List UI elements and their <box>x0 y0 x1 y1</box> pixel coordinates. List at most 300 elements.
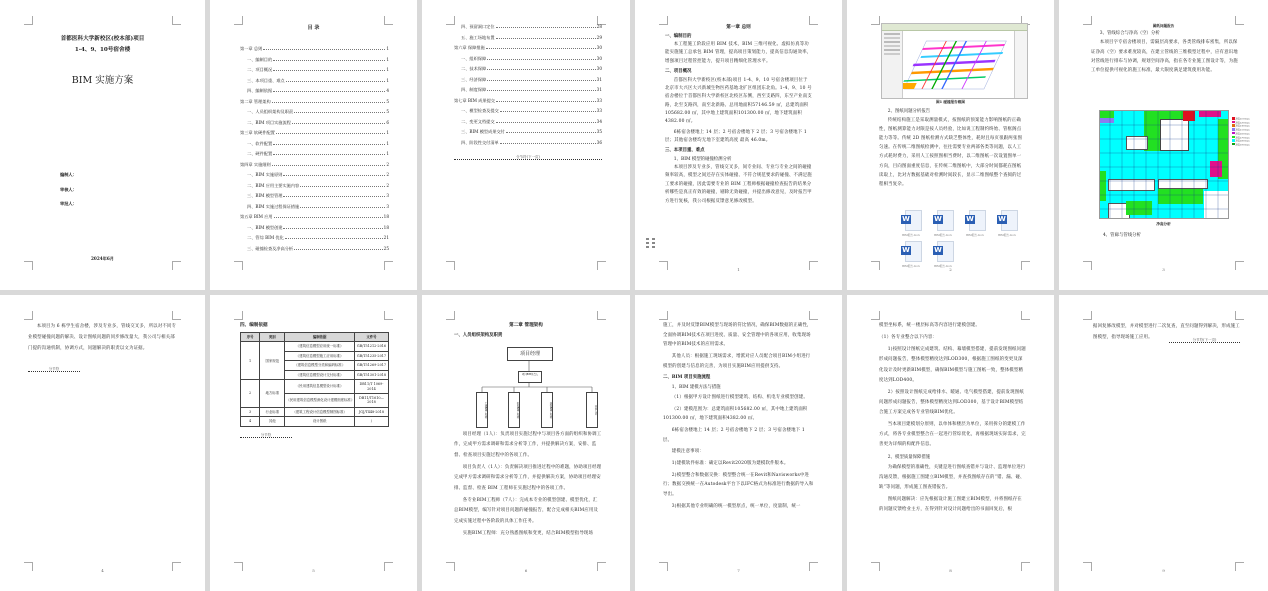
margin-mark <box>172 261 181 270</box>
org-node-leaf: 装饰BIM工程师 <box>541 392 553 428</box>
margin-mark <box>1235 311 1244 320</box>
toc-leader-dots <box>272 102 386 103</box>
toc-leader-dots <box>273 154 385 155</box>
toc-leader-dots <box>273 70 385 71</box>
margin-mark <box>597 311 606 320</box>
toc-entry-label: 二、项目概况 <box>247 67 273 72</box>
toc-leader-dots <box>496 27 596 28</box>
cover-date: 2024年6月 <box>91 256 114 261</box>
toc-leader-dots <box>300 207 385 208</box>
margin-mark <box>1083 311 1092 320</box>
toc-entry-page: 28 <box>596 24 602 29</box>
toc-leader-dots <box>300 186 385 187</box>
attachment-name: BIM报告.docx <box>998 234 1016 237</box>
toc-entry-label: 二、技术保障 <box>461 66 487 71</box>
toc-entry[interactable] <box>240 149 389 160</box>
legend-label: 净高2700mm <box>1235 136 1250 140</box>
chapter-heading: 第一章 总则 <box>726 25 751 30</box>
toc-entry-label: 二、硬件配置 <box>247 151 273 156</box>
legend-swatch <box>1232 121 1235 124</box>
page-8-norms-table[interactable] <box>210 295 417 591</box>
toc-entry[interactable] <box>240 97 389 108</box>
toc-entry-label: 一、组织保障 <box>461 55 487 61</box>
margin-mark <box>234 311 243 320</box>
margin-mark <box>446 261 455 270</box>
legend-label: 净高2200mm <box>1235 121 1250 125</box>
toc-entry[interactable] <box>240 160 389 171</box>
list-item: （2）建模范围为：总建筑面积105682.00 ㎡，其中地上建筑面积101300.00 ㎡，地下建筑面积4382.00 ㎡。 <box>663 406 808 422</box>
toc-entry-label: 四、编制依据 <box>247 88 273 93</box>
cell-no: 3 <box>241 407 260 416</box>
toc-entry-label: 四、制度保障 <box>461 87 487 92</box>
legend-swatch <box>1232 139 1235 142</box>
cell-code: GB/T51269-2017 <box>354 361 388 370</box>
legend-label: 净高2400mm <box>1235 124 1250 128</box>
toc-entry-page: 18 <box>383 214 389 219</box>
page-number: 8 <box>949 568 952 573</box>
org-node-project-manager: 项目经理 <box>507 347 553 361</box>
paragraph: 施工，并及时反馈BIM模型与现场的符比情况，确保BIM数据的正确性，全面协调BIM技术在项目进度、质量、安全管理中的各项应用，收集现场管理中的BIM技术的应用需求。 <box>663 323 812 348</box>
paragraph: 本工程施工阶段应用 BIM 技术，BIM 三维可视化、虚拟仿真等功能实施施工总承包 BIM 管理，提高项目策划能力，提高信息沟通效率，增强项目过程管控能力，提升项目精细化管理水平。 <box>665 42 812 64</box>
attachment-word-file[interactable] <box>995 210 1019 237</box>
legend-label: 净高2100mm <box>1235 117 1250 121</box>
page-11-model-quality[interactable] <box>847 295 1054 591</box>
margin-mark <box>446 311 455 320</box>
toc-entry-page: 5 <box>386 109 389 114</box>
page-2-toc[interactable] <box>210 0 417 290</box>
attachment-word-file[interactable] <box>931 241 955 268</box>
table-row <box>241 342 389 351</box>
section-heading: 二、BIM 项目实施流程 <box>663 375 711 381</box>
subsection-heading: 2、模型质量保障措施 <box>887 454 931 460</box>
legend-label: 净高2800mm <box>1235 139 1250 143</box>
cell-category: 地方标准 <box>260 380 285 408</box>
toc-entry-page: 5 <box>386 98 389 104</box>
cover-signer-editor: 编制人： <box>60 172 77 177</box>
cover-signer-reviewer: 审核人： <box>60 186 77 192</box>
toc-entry-page: 4 <box>386 88 389 93</box>
paragraph: 当本项目建模划分原则，以单体和楼层为单位，采用拆分的建模工作方式，将各专业模型整合在一起进行管综优化，再根据现场实际需求，完善更为详细的构配件信息。 <box>879 422 1026 448</box>
toc-leader-dots <box>294 112 385 113</box>
toc-entry[interactable] <box>454 96 602 107</box>
margin-mark <box>384 311 393 320</box>
figure-caption: 图纸问题报告 <box>1152 24 1175 28</box>
toc-entry-page: 3 <box>386 203 389 209</box>
cell-code: DB11/T1610—2018 <box>354 393 388 407</box>
table-row <box>241 380 389 394</box>
org-node-leaf: 机电BIM工程师 <box>508 392 520 428</box>
toc-leader-dots <box>292 123 385 124</box>
toc-leader-dots <box>263 49 385 50</box>
paragraph: 各专业BIM工程师（7人）：完成本专业的模型创建、模型优化，汇总BIM模型，编写针对项目问题的碰撞报告，配合完成相关BIM应用及完成实施过程中各阶段的具体工作任务。 <box>454 498 599 524</box>
section-heading: 四、编制依据 <box>240 323 268 328</box>
subsection-heading: 4、管廊与管线分析 <box>1103 233 1141 238</box>
org-chart <box>462 347 602 427</box>
word-document-icon: W <box>901 241 921 261</box>
drag-handle-icon[interactable] <box>646 238 655 249</box>
subsection-heading: 1、BIM 模型的碰撞检测分析 <box>673 156 732 162</box>
toc-entry-label: 第七章 BIM 成果提交 <box>454 97 495 103</box>
toc-entry[interactable] <box>240 86 389 97</box>
toc-entry[interactable] <box>240 76 389 87</box>
norms-table <box>240 332 389 427</box>
toc-entry-label: 三、经济保障 <box>461 76 487 82</box>
toc-entry-page: 1 <box>386 140 389 146</box>
toc-entry-page: 21 <box>383 235 389 240</box>
toc-leader-dots <box>273 144 385 145</box>
toc-leader-dots <box>487 80 596 81</box>
attachment-name: BIM报告.docx <box>934 265 952 268</box>
cell-code: DB11/T 1069-2014 <box>354 380 388 394</box>
cell-code: GB/T51235-2017 <box>354 351 388 360</box>
subsection-heading: 3、管线综合与净高（空）分析 <box>1099 31 1160 36</box>
toc-entry-label: 三、碰撞检查及净高分析 <box>247 245 294 251</box>
page-1-cover[interactable] <box>0 0 205 290</box>
cell-basis: 《建筑信息模型设计交付标准》 <box>285 370 355 379</box>
pipe-model-3d-view <box>903 31 1015 97</box>
toc-entry[interactable] <box>454 43 602 54</box>
legend-label: 净高3000mm <box>1235 143 1250 147</box>
toc-entry[interactable] <box>240 212 389 223</box>
toc-entry-page: 34 <box>596 118 602 124</box>
toc-leader-dots <box>487 69 596 70</box>
page-number: 9 <box>1162 568 1165 573</box>
toc-entry-page: 1 <box>386 151 389 156</box>
section-break-marker: 分节符(下一页) <box>454 155 602 160</box>
cell-code: GB/T51301-2018 <box>354 370 388 379</box>
cell-category: 其他 <box>260 417 285 426</box>
cell-basis: 《民用建筑信息模型深化设计建模细度标准》 <box>285 393 355 407</box>
paragraph: 模型坐标系，统一楼层标高等内容进行建模创建。 <box>879 323 980 328</box>
page-3-toc-continued[interactable] <box>422 0 630 290</box>
toc-entry[interactable] <box>240 44 389 55</box>
page-number: 7 <box>737 568 740 573</box>
section-heading: 三、本项目重、难点 <box>665 148 705 154</box>
toc-entry-page: 31 <box>596 87 602 92</box>
org-node-bim-lead: 项目BIM负责人 <box>518 371 542 383</box>
toc-entry[interactable] <box>240 128 389 139</box>
attachment-name: BIM报告.docx <box>966 234 984 237</box>
list-item: （1）根据甲方设计图纸进行模型建筑、结构、机电专业模型创建。 <box>671 394 808 400</box>
margin-mark <box>172 16 181 25</box>
paragraph: 项目负责人（1人）：负责解决项目推进过程中的难题，协助项目经理完成甲方需求调研和需求分析等工作，并提供解决方案，协助项目经理安排、监督、检查 BIM 工程师在实施过程中的各项工作。 <box>454 465 602 491</box>
toc-entry[interactable] <box>454 64 602 75</box>
toc-entry-label: 第四章 实施细则 <box>240 161 271 167</box>
attachment-word-file[interactable] <box>899 241 923 268</box>
cell-basis: 《建筑信息模型施工应用标准》 <box>285 351 355 360</box>
paragraph: 据回复修改模型，并对模型进行二次复查，直至问题得到解决，形成施工图模型，指导现场施工应用。 <box>1093 324 1240 341</box>
toc-entry-label: 四、阶段性交付清单 <box>461 139 499 145</box>
page-7-problems-text[interactable] <box>0 295 205 591</box>
word-document-icon: W <box>997 210 1017 230</box>
toc-entry-label: 四、预留洞口定位 <box>461 24 495 29</box>
subsection-heading: 2、图纸问题分析报告 <box>887 109 931 114</box>
toc-leader-dots <box>500 111 596 112</box>
toc-entry[interactable] <box>240 223 389 234</box>
page-number: 5 <box>312 568 315 573</box>
toc-entry-label: 第三章 软硬件配置 <box>240 130 275 135</box>
margin-mark <box>384 261 393 270</box>
toc-entry-label: 二、BIM 项目实施流程 <box>247 119 291 125</box>
paragraph: 项目经理（1人）：负责项目实施过程中与项目各方面的组织和协调工作，完成甲方需求调研和需求分析等工作，并提供解决方案，安排、监督、检查项目实施过程中的各项工作。 <box>454 432 602 458</box>
toc-entry-page: 30 <box>596 66 602 71</box>
toc-entry-label: 第二章 管理架构 <box>240 98 271 104</box>
legend-swatch <box>1232 128 1235 131</box>
toc-entry-page: 1 <box>386 77 389 83</box>
cell-no: 2 <box>241 380 260 408</box>
toc-entry-page: 18 <box>383 224 389 230</box>
toc-entry-page: 36 <box>596 139 602 145</box>
toc-entry-page: 35 <box>596 129 602 134</box>
table-header: 类别 <box>260 333 285 342</box>
cell-category: 行业标准 <box>260 407 285 416</box>
toc-leader-dots <box>500 143 596 144</box>
section-break-marker: 分节符 <box>240 433 292 438</box>
table-header: 文件号 <box>354 333 388 342</box>
paragraph: 本项目涉及专业多，管线交叉多，间专业间、专业与专业之间的碰撞频率较高，模型之间还存在实体碰撞、不符合规范要求的碰撞、不满足施工要求的碰撞，因此需要专业的 BIM 工程师根据碰撞检查报告的结果分析哪些是真正有效的碰撞，剔除无效碰撞，并提出修改意见，及时报告甲方进行复核，我公司根据反馈意见修改模型。 <box>665 165 812 204</box>
paragraph: 传统结构施工是采取测量模式，按图纸的预案能力影响图纸的正确性，图纸测算能力对限是按人员经验，比如说工程制约终始、管框阁点能力等等。传统 2D 图纸检测方式缺乏整体性，耗时且每页很跟两张图匀速。在传统二维图纸检测中，往往需要专业两部各类等问题，以人工方式耗时费力，采用人工按照图相当费时，以二维图纸一次设置图单一方向，目向图面重度信息，在传统二维图纸中，大部分时间都耗在图纸读取上，比对方数据基础对检测时间较长，显示二维图纸整个查阅的过程相当复杂。 <box>879 118 1023 187</box>
toc-entry-page: 29 <box>596 34 602 40</box>
attachment-name: BIM报告.docx <box>902 234 920 237</box>
section-heading: 一、人员组织架构及职责 <box>454 333 503 338</box>
table-row <box>241 417 389 426</box>
legend-swatch <box>1232 124 1235 127</box>
toc-entry-page: 33 <box>596 108 602 113</box>
toc-leader-dots <box>286 81 386 82</box>
toc-entry-label: 五、施工场地布置 <box>461 34 495 40</box>
cell-basis: 设计图纸 <box>285 417 355 426</box>
toc-leader-dots <box>273 60 385 61</box>
toc-leader-dots <box>276 133 385 134</box>
page-number: 4 <box>101 568 104 573</box>
legend-swatch <box>1232 136 1235 139</box>
toc-entry[interactable] <box>454 54 602 65</box>
toc-entry-label: 三、BIM 模型管理 <box>247 193 283 198</box>
clearance-floor-plan <box>1099 110 1229 219</box>
section-heading: 一、编制目的 <box>665 33 692 39</box>
page-12-end[interactable] <box>1059 295 1268 591</box>
page-6-clearance-analysis[interactable] <box>1059 0 1268 290</box>
toc-entry-page: 25 <box>383 245 389 251</box>
toc-entry-page: 1 <box>386 46 389 51</box>
toc-entry-page: 2 <box>386 182 389 188</box>
margin-mark <box>871 311 880 320</box>
toc-entry-label: 一、BIM 模型创建 <box>247 224 283 230</box>
note-item: 3)根据其他专业明确的统一模型原点，统一单位，度量制，统一 <box>671 503 801 509</box>
toc-list <box>454 22 602 148</box>
toc-entry-page: 30 <box>596 45 602 50</box>
toc-title: 目 录 <box>307 25 320 31</box>
margin-mark <box>597 261 606 270</box>
org-node-leaf: 其他人员 <box>586 392 598 428</box>
toc-entry-label: 一、人员组织架构及职责 <box>247 109 294 114</box>
figure-caption: 图1 碰撞报告截图 <box>936 100 965 104</box>
toc-entry-label: 二、变更文档提交 <box>461 118 495 124</box>
cell-basis: 《建筑信息模型分类和编码标准》 <box>285 361 355 370</box>
margin-mark <box>871 16 880 25</box>
toc-entry-page: 2 <box>386 172 389 177</box>
toc-leader-dots <box>486 48 596 49</box>
page-5-collision-report[interactable] <box>847 0 1054 290</box>
attachment-word-file[interactable] <box>931 210 955 237</box>
paragraph: 2）按照设计图纸完成给排水、暖通、电气模型搭建，提前发现图纸问题形成问题报告，整体模型精度达到LOD300，基于设计BIM模型结合施工方案完成各专业管线BIM优化。 <box>879 389 1024 415</box>
paragraph: 为确保模型的准确性，关键是进行图纸查错并与设计、监理单位进行沟通反馈，根据施工图建立BIM模型，并查找图纸存在的“错、漏、碰、缺”等问题，形成施工图查错报告。 <box>879 464 1026 490</box>
margin-mark <box>234 261 243 270</box>
toc-entry-label: 一、软件配置 <box>247 140 273 146</box>
list-item: （1）各专业整合以下内容： <box>879 335 938 341</box>
section-break-marker: 分节符 <box>28 367 80 372</box>
cell-basis: 《建筑工程设计信息模型制图标准》 <box>285 407 355 416</box>
toc-leader-dots <box>272 165 386 166</box>
toc-leader-dots <box>274 217 383 218</box>
paragraph: 图纸问题解决：应先根据设计施工图建立BIM模型，并将图纸存在的问题反馈给业主方，在得到针对设计问题给出的书面回复后，根 <box>879 497 1022 513</box>
toc-entry[interactable] <box>240 181 389 192</box>
page-number: 3 <box>1162 267 1165 272</box>
toc-entry-label: 三、本项目重、难点 <box>247 77 285 83</box>
cover-org-line2: 1-4、9、10号宿舍楼 <box>74 47 131 53</box>
word-document-icon: W <box>901 210 921 230</box>
toc-entry-page: 30 <box>596 55 602 61</box>
page-number: 1 <box>737 267 740 272</box>
toc-entry-label: 二、管综 BIM 优化 <box>247 235 284 240</box>
org-node-leaf: 土建BIM工程师 <box>476 392 488 428</box>
toc-entry[interactable] <box>454 106 602 117</box>
cell-code: JGJ/T448-2018 <box>354 407 388 416</box>
cover-title: BIM 实施方案 <box>71 75 134 86</box>
toc-leader-dots <box>285 238 383 239</box>
margin-mark <box>659 311 668 320</box>
toc-entry[interactable] <box>454 75 602 86</box>
margin-mark <box>24 311 33 320</box>
paragraph: 实施BIM工程师：充分熟悉图纸和变更，结合BIM模型指导现场 <box>462 531 594 537</box>
margin-mark <box>24 261 33 270</box>
toc-entry[interactable] <box>240 244 389 255</box>
toc-leader-dots <box>283 196 385 197</box>
toc-entry[interactable] <box>454 127 602 138</box>
toc-entry[interactable] <box>454 117 602 128</box>
toc-entry-page: 2 <box>386 161 389 167</box>
toc-leader-dots <box>487 90 596 91</box>
table-header: 序号 <box>241 333 260 342</box>
cell-category: 国家规范 <box>260 342 285 380</box>
paragraph: 1)按照设计图纸完成建筑、结构、幕墙模型搭建，提前发现图纸问题形成问题报告，整体模型精度达到LOD300，根据施工图纸的变更及深化设计及时更新BIM模型，确保BIM模型与施工图纸一致，整体模型精度达到LOD400。 <box>879 347 1026 383</box>
toc-entry-label: 一、模型检查及提交 <box>461 108 499 113</box>
cell-basis: 《建筑信息模型应用统一标准》 <box>285 342 355 351</box>
toc-entry-page: 6 <box>386 119 389 125</box>
section-heading: 二、项目概况 <box>665 69 692 75</box>
toc-leader-dots <box>273 91 385 92</box>
toc-entry[interactable] <box>240 65 389 76</box>
figure-caption: 净高分析 <box>1156 222 1171 226</box>
toc-entry-label: 第五章 BIM 应用 <box>240 214 273 219</box>
margin-mark <box>1021 311 1030 320</box>
page-10-implementation[interactable] <box>635 295 842 591</box>
cell-no: 4 <box>241 417 260 426</box>
toc-entry[interactable] <box>240 202 389 213</box>
note-item: 1)建模软件标准：确定以Revit2020版为建模软件版本。 <box>671 460 789 466</box>
toc-entry[interactable] <box>240 139 389 150</box>
attachment-name: BIM报告.docx <box>902 265 920 268</box>
toc-entry[interactable] <box>240 233 389 244</box>
cover-signer-approver: 审批人： <box>60 201 77 206</box>
note-title: 建模注意事项： <box>671 449 704 455</box>
toc-entry[interactable] <box>240 55 389 66</box>
legend-label: 净高2600mm <box>1235 132 1250 136</box>
toc-entry-page: 1 <box>386 56 389 62</box>
attachment-word-file[interactable] <box>963 210 987 237</box>
chapter-heading: 第二章 管理架构 <box>509 323 543 328</box>
toc-entry[interactable] <box>240 191 389 202</box>
toc-entry[interactable] <box>240 107 389 118</box>
toc-entry-label: 三、BIM 模型成果交付 <box>461 129 505 134</box>
toc-entry-page: 31 <box>596 76 602 82</box>
cell-no: 1 <box>241 342 260 380</box>
toc-list <box>240 44 389 254</box>
toc-entry[interactable] <box>454 33 602 44</box>
toc-entry[interactable] <box>454 138 602 149</box>
paragraph: 其他人员：根据施工现场需求，增派对应人员配合项目BIM小组进行模型的创建与信息的完善，为项目实施BIM应用提供支持。 <box>663 354 811 369</box>
attachment-name: BIM报告.docx <box>934 234 952 237</box>
margin-mark <box>24 16 33 25</box>
table-row <box>241 407 389 416</box>
toc-leader-dots <box>283 175 385 176</box>
cell-code: GB/T51212-2016 <box>354 342 388 351</box>
toc-entry-label: 一、编制目的 <box>247 56 273 62</box>
toc-entry-page: 3 <box>386 193 389 198</box>
toc-entry-label: 四、BIM 实施过程保证措施 <box>247 203 300 209</box>
page-9-chapter-2[interactable] <box>422 295 630 591</box>
toc-leader-dots <box>496 38 596 39</box>
section-break-marker: 分节符(下一页) <box>1169 338 1240 343</box>
toc-entry[interactable] <box>240 170 389 181</box>
paragraph: 6栋宿舍楼地上 14 层；2 号宿舍楼地下 2 层；3 号宿舍楼地下 1 层；其他宿舍楼均无地下室建筑高度 最高 46.0m。 <box>665 129 807 144</box>
toc-entry-label: 二、BIM 应用主要实施内容 <box>247 182 300 188</box>
table-header: 编制依据 <box>285 333 355 342</box>
margin-mark <box>809 311 818 320</box>
legend-entry <box>1232 143 1266 147</box>
toc-entry[interactable] <box>240 118 389 129</box>
toc-leader-dots <box>506 132 596 133</box>
toc-entry-label: 第一章 总则 <box>240 46 263 51</box>
toc-entry[interactable] <box>454 22 602 33</box>
word-document-icon: W <box>965 210 985 230</box>
toc-entry-page: 1 <box>386 130 389 135</box>
toc-leader-dots <box>283 228 382 229</box>
attachment-word-file[interactable] <box>899 210 923 237</box>
legend-swatch <box>1232 132 1235 135</box>
legend-swatch <box>1232 117 1235 120</box>
cover-org-line1: 首都医科大学新校区(校本部)项目 <box>60 36 145 42</box>
paragraph: 本项目为 6 栋学生宿舍楼，涉及专业多，管线交叉多，所以对不同专业模型碰撞问题的解决、设计图纸问题的同步修改量大，我公司与相关部门提的沟通机制，协调方式，问题解决的职责以文为证据。 <box>28 324 177 352</box>
toc-leader-dots <box>496 101 596 102</box>
subsection-heading: 1、BIM 建模方法与措施 <box>671 385 721 391</box>
page-4-chapter-1[interactable] <box>635 0 842 290</box>
legend-label: 净高2500mm <box>1235 128 1250 132</box>
toc-entry-page: 1 <box>386 67 389 72</box>
toc-entry-label: 第六章 保障措施 <box>454 45 485 50</box>
toc-entry[interactable] <box>454 85 602 96</box>
cell-basis: 《民用建筑信息模型设计标准》 <box>285 380 355 394</box>
note-item: 2)模型整合和数据交换：模型整合统一在Revit和Navisworks中进行；数据交换统一在Autodesk平台下以IFC格式为标准进行数据的导入和导出。 <box>663 472 814 497</box>
paragraph: 首都医科大学新校区(校本部)项目 1-4、9、10 号宿舍楼项目位于北京市大兴区大兴新城生物医药基地北扩区组团东北角。1-4、9、10 号宿舍楼位于首都医科大学新校区北校区东侧，西至支路四，东至产业南支路，北至支路四，南至北新路。总用地面积57146.59 ㎡，总建筑面积105682.00 ㎡，其中地上建筑面积101300.00 ㎡，地下建筑面积4382.00 ㎡。 <box>665 77 812 125</box>
toc-entry-page: 33 <box>596 97 602 103</box>
word-document-icon: W <box>933 241 953 261</box>
toc-leader-dots <box>294 249 383 250</box>
cell-code: / <box>354 417 388 426</box>
legend-swatch <box>1232 143 1235 146</box>
toc-leader-dots <box>487 59 596 60</box>
paragraph: 6栋宿舍楼地上 14 层；2 号宿舍楼地下 2 层；3 号宿舍楼地下 1 层。 <box>663 427 805 443</box>
